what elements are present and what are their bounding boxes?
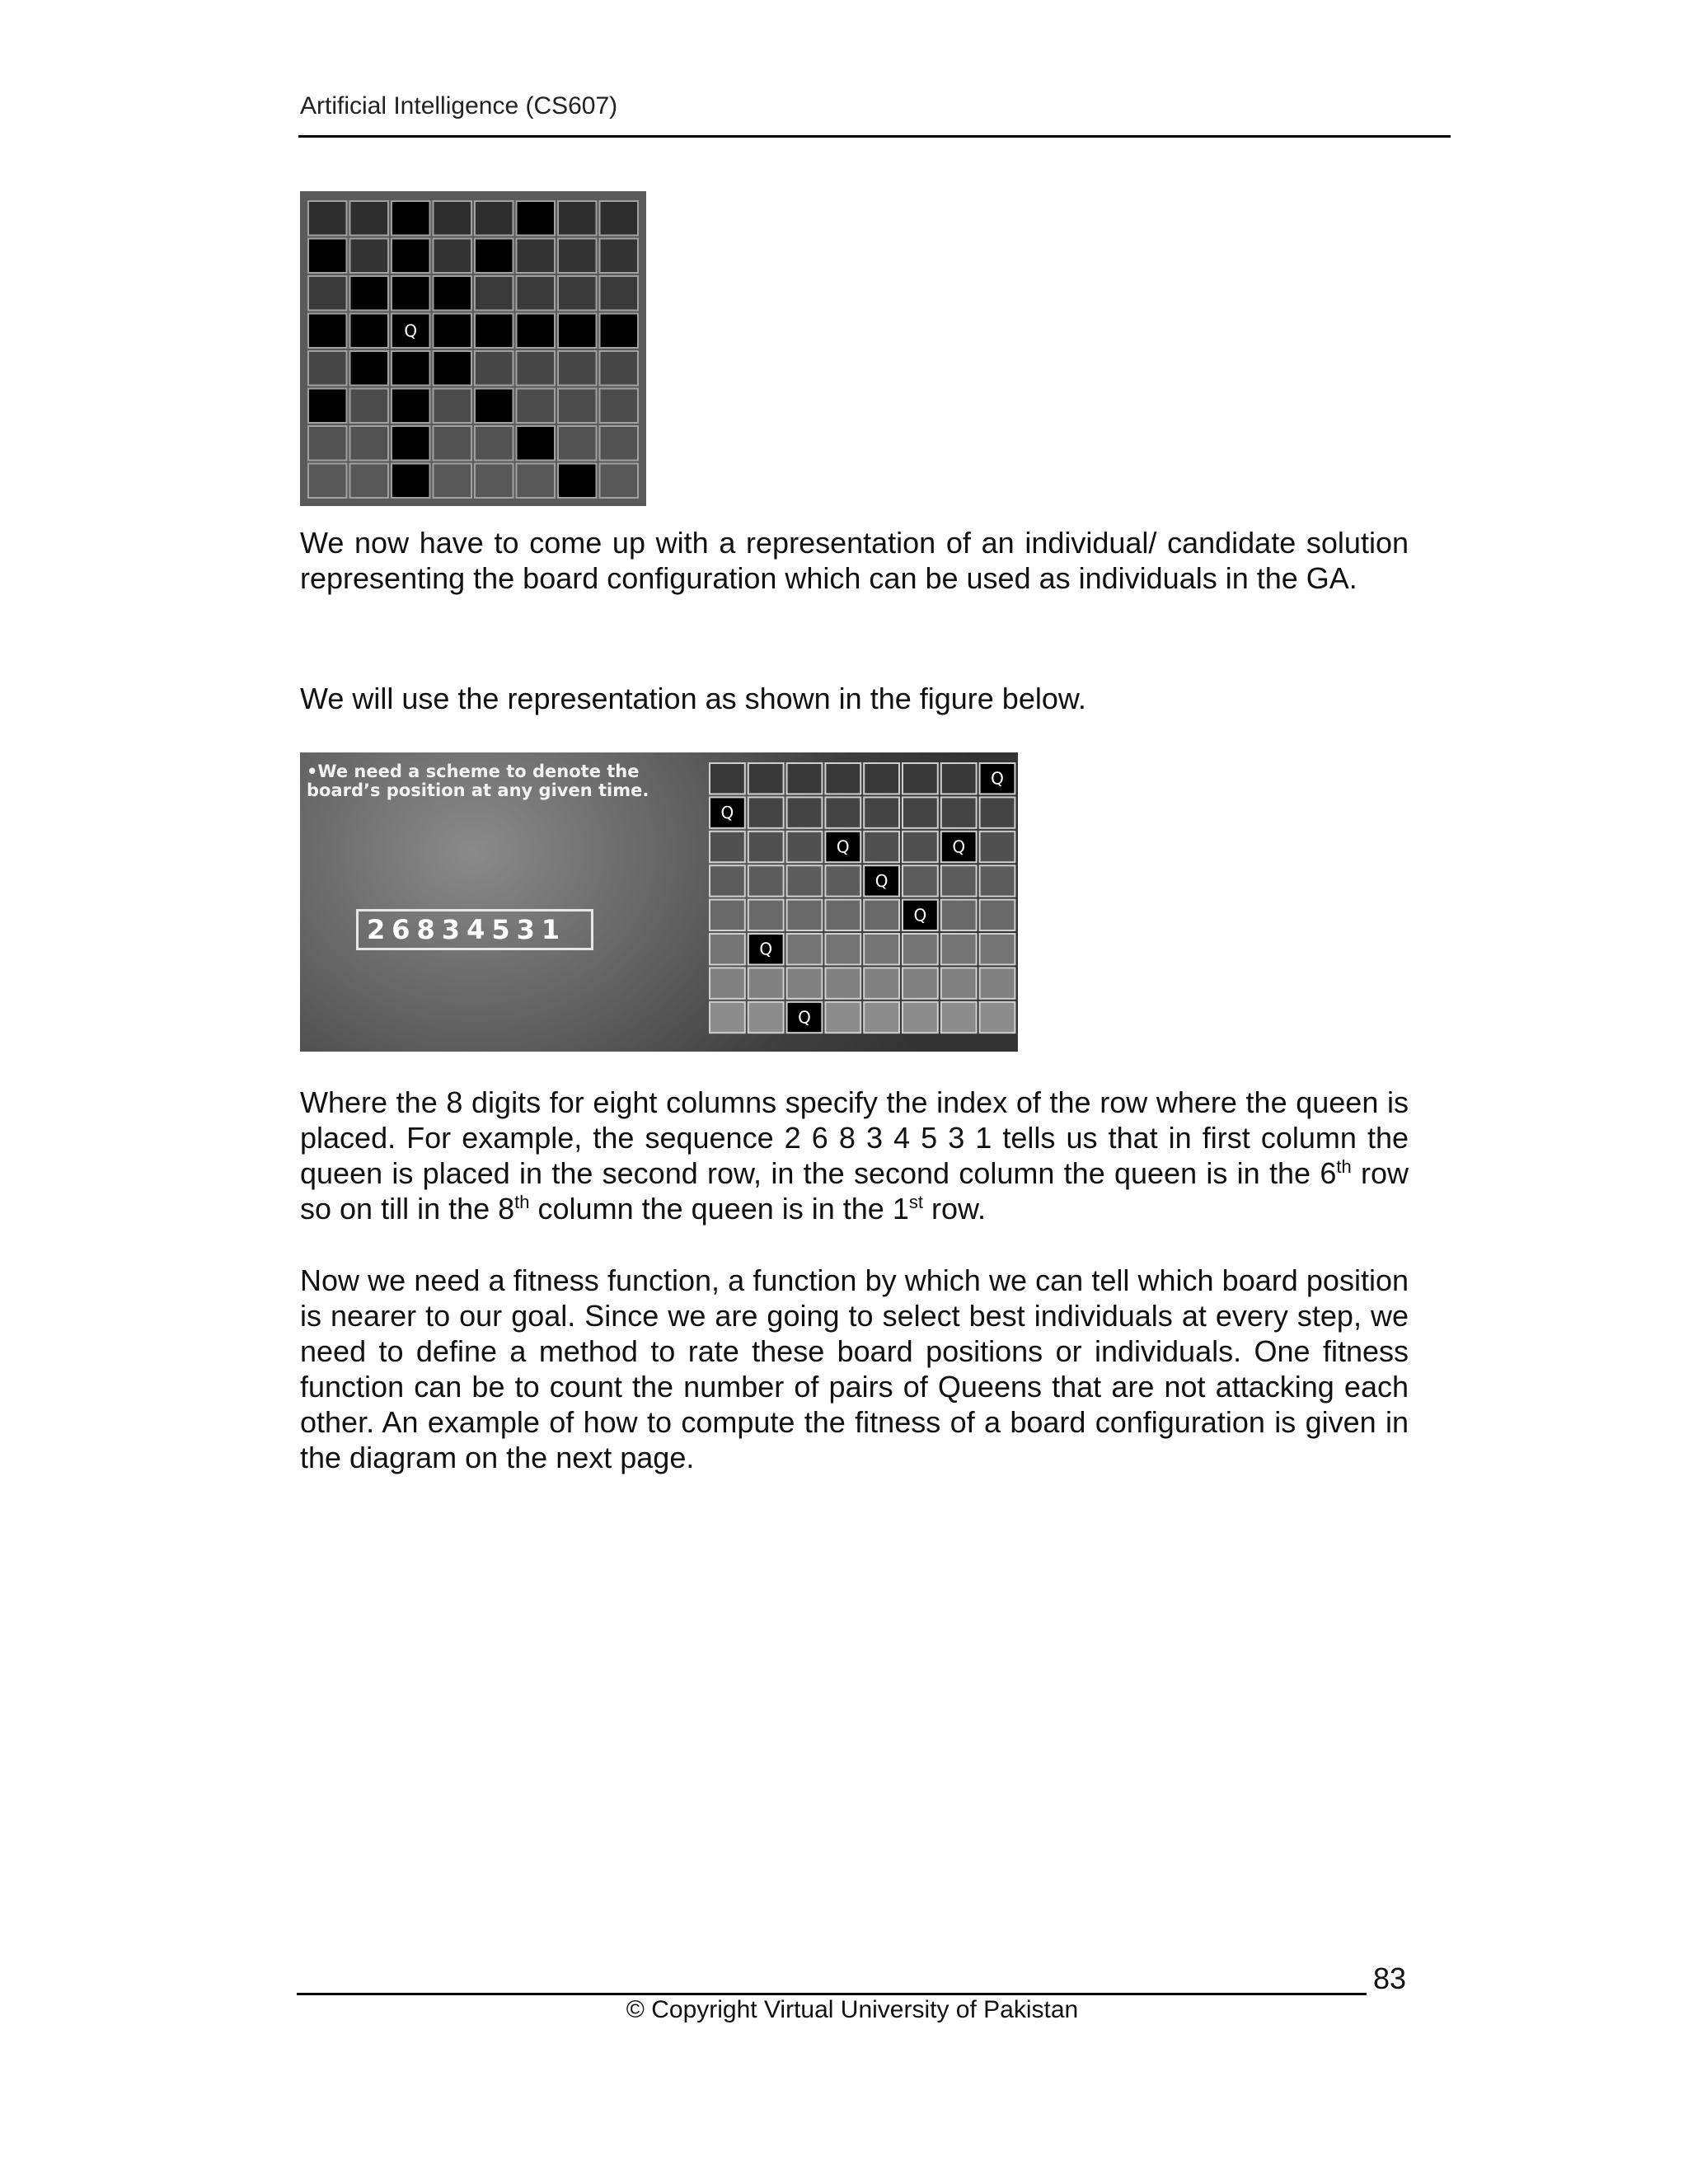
board-square [475, 276, 513, 311]
board-square [903, 763, 938, 794]
board-square [710, 1002, 745, 1033]
board-square [517, 351, 556, 386]
board-square [825, 934, 860, 964]
paragraph-representation: We now have to come up with a representation of an individual/ candidate solution representing the board configuration which can be used as individuals in the GA. [300, 526, 1409, 595]
board-square [941, 797, 977, 827]
attacked-square [434, 314, 472, 349]
board-square [475, 201, 513, 236]
board-square [825, 797, 860, 827]
board-square [308, 276, 347, 311]
board-square [710, 865, 745, 896]
attacked-square [475, 314, 513, 349]
board-square [558, 201, 597, 236]
paragraph-figure-intro: We will use the representation as shown in the figure below. [300, 682, 1086, 715]
board-square [748, 1002, 784, 1033]
p3-middle-2: column the queen is in the [529, 1192, 893, 1226]
board-square [517, 276, 556, 311]
board-square [825, 763, 860, 794]
board-square [787, 900, 823, 930]
queen-label: Q [720, 803, 734, 823]
attacked-square [392, 389, 430, 424]
board-square [600, 389, 639, 424]
board-square [475, 464, 513, 499]
queen-label: Q [759, 939, 773, 959]
paragraph-digit-explanation [300, 1085, 1409, 1226]
board-square [941, 763, 977, 794]
paragraph-fitness-function: Now we need a fitness function, a function by which we can tell which board position is nearer to our goal. Since we are going to select best individuals at every step, we need to define a method to rate these board positions or individuals. One fitness function can be to count the number of pairs of Queens that are not attacking each other. An example of how to compute the fitness of a board configuration is given in the diagram on the next page. [300, 1263, 1409, 1474]
board-square [517, 389, 556, 424]
board-square [825, 1002, 860, 1033]
attacked-square [308, 389, 347, 424]
board-square [941, 968, 977, 998]
board-square [350, 201, 389, 236]
p3-number-8: 8 [498, 1192, 515, 1226]
queen-label: Q [913, 905, 927, 926]
board-square [350, 239, 389, 274]
p3-end: row. [922, 1192, 986, 1226]
board-square [350, 389, 389, 424]
board-square [787, 934, 823, 964]
page-header-title: Artificial Intelligence (CS607) [300, 92, 618, 120]
board-square [308, 201, 347, 236]
board-square [787, 797, 823, 827]
board-square [600, 351, 639, 386]
board-square [350, 426, 389, 461]
board-square [787, 968, 823, 998]
header-rule [298, 135, 1451, 138]
board-square [903, 865, 938, 896]
chessboard-1 [300, 191, 646, 506]
board-square [748, 832, 784, 862]
page-number: 83 [1373, 1961, 1407, 1995]
p3-middle-1: row so on till in the [300, 1156, 1409, 1226]
board-square [600, 276, 639, 311]
attacked-square [392, 464, 430, 499]
caption-line-1: •We need a scheme to denote the [307, 762, 640, 781]
attacked-square [308, 239, 347, 274]
board-square [434, 464, 472, 499]
board-square [864, 900, 899, 930]
board-square [558, 426, 597, 461]
board-square [600, 426, 639, 461]
board-square [517, 239, 556, 274]
attacked-square [350, 351, 389, 386]
board-square [825, 900, 860, 930]
board-square [308, 426, 347, 461]
p3-main: Where the 8 digits for eight columns specify the index of the row where the queen is placed. For example, the sequence 2 6 8 3 4 5 3 1 tells us that in first column the queen is placed in the second row, in the second column the queen is in the [300, 1085, 1409, 1190]
attacked-square [392, 239, 430, 274]
board-square [864, 763, 899, 794]
p3-suffix-th-2: th [514, 1192, 530, 1212]
attacked-square [434, 351, 472, 386]
p3-number-6: 6 [1320, 1156, 1337, 1190]
board-square [787, 865, 823, 896]
board-square [980, 968, 1015, 998]
board-square [980, 797, 1015, 827]
board-square [710, 934, 745, 964]
board-square [434, 426, 472, 461]
sequence-box: 26834531 [356, 909, 593, 950]
board-square [787, 832, 823, 862]
board-square [748, 797, 784, 827]
board-square [825, 968, 860, 998]
board-square [941, 900, 977, 930]
board-square [475, 426, 513, 461]
attacked-square [392, 426, 430, 461]
queen-label: Q [874, 870, 889, 891]
board-square [903, 968, 938, 998]
board-square [434, 239, 472, 274]
board-square [434, 389, 472, 424]
attacked-square [558, 464, 597, 499]
board-square [558, 389, 597, 424]
footer-copyright: © Copyright Virtual University of Pakistan [626, 1996, 1079, 2023]
board-square [864, 968, 899, 998]
board-square [903, 1002, 938, 1033]
board-square [980, 832, 1015, 862]
attacked-square [392, 276, 430, 311]
attacked-square [350, 276, 389, 311]
board-square [600, 464, 639, 499]
queen-label: Q [991, 768, 1004, 789]
board-square [748, 763, 784, 794]
attacked-square [475, 389, 513, 424]
chessboard-2 [702, 755, 1018, 1049]
board-square [941, 934, 977, 964]
board-square [825, 865, 860, 896]
board-square [980, 900, 1015, 930]
attacked-square [558, 314, 597, 349]
queen-label: Q [836, 837, 850, 857]
board-square [558, 239, 597, 274]
board-square [748, 968, 784, 998]
queen-label: Q [952, 837, 966, 857]
board-square [600, 201, 639, 236]
attacked-square [517, 426, 556, 461]
board-square [434, 201, 472, 236]
board-square [558, 351, 597, 386]
attacked-square [517, 314, 556, 349]
attacked-square [392, 201, 430, 236]
attacked-square [517, 201, 556, 236]
board-square [710, 900, 745, 930]
board-square [903, 797, 938, 827]
attacked-square [392, 351, 430, 386]
board-square [787, 763, 823, 794]
p3-suffix-st: st [908, 1192, 923, 1212]
attacked-square [350, 314, 389, 349]
board-square [308, 351, 347, 386]
board-square [748, 900, 784, 930]
queen-label: Q [404, 321, 418, 341]
board-square [475, 351, 513, 386]
p3-suffix-th-1: th [1336, 1156, 1352, 1177]
footer-rule [297, 1993, 1367, 1995]
board-square [710, 763, 745, 794]
board-square [980, 934, 1015, 964]
board-square [864, 934, 899, 964]
board-square [350, 464, 389, 499]
board-square [710, 832, 745, 862]
attacked-square [475, 239, 513, 274]
caption-line-2: board’s position at any given time. [307, 780, 649, 800]
representation-figure [300, 752, 1018, 1052]
board-square [864, 797, 899, 827]
board-square [980, 865, 1015, 896]
p3-number-1: 1 [892, 1192, 909, 1226]
board-square [864, 1002, 899, 1033]
board-square [941, 865, 977, 896]
board-square [600, 239, 639, 274]
board-square [558, 276, 597, 311]
board-square [710, 968, 745, 998]
board-square [980, 1002, 1015, 1033]
figure-caption [307, 762, 653, 800]
attacked-square [600, 314, 639, 349]
board-square [864, 832, 899, 862]
attacked-square [434, 276, 472, 311]
attacked-square [308, 314, 347, 349]
queen-attack-board-figure [300, 191, 646, 506]
board-square [903, 934, 938, 964]
board-square [941, 1002, 977, 1033]
queen-label: Q [798, 1007, 811, 1028]
board-square [308, 464, 347, 499]
board-square [903, 832, 938, 862]
board-square [517, 464, 556, 499]
board-square [748, 865, 784, 896]
